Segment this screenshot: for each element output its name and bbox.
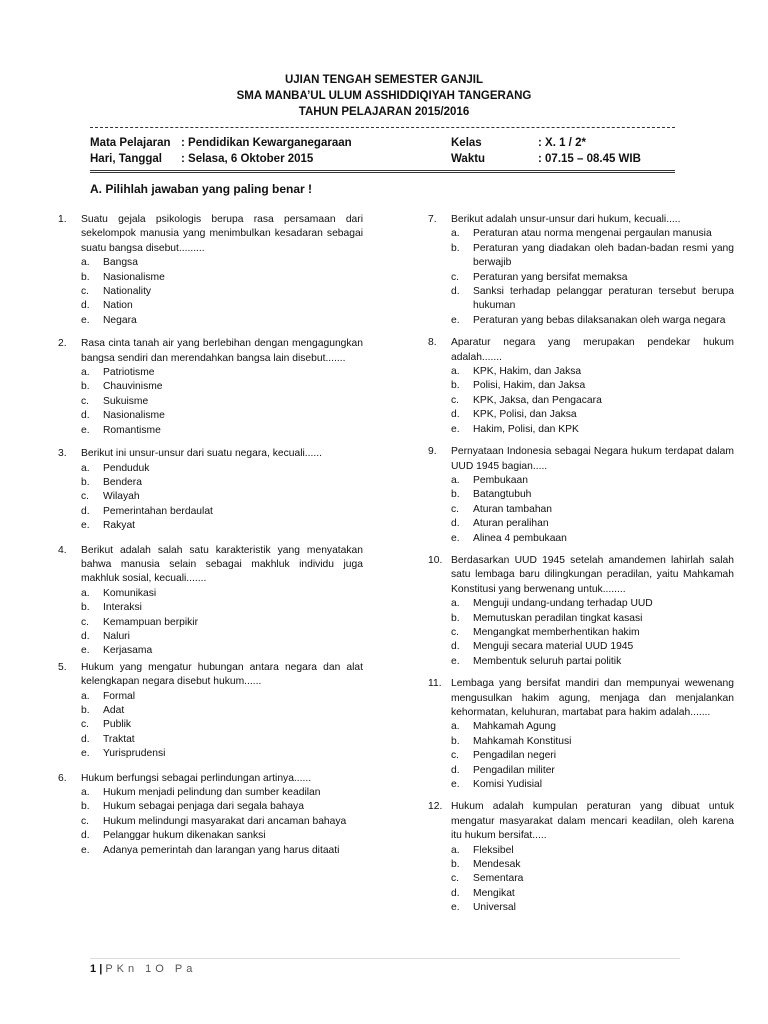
answer-option: [81, 786, 363, 800]
answer-option: [451, 735, 734, 749]
answer-option: [81, 704, 363, 718]
option-text: Peraturan yang bersifat memaksa: [473, 271, 628, 283]
option-letter: c.: [451, 873, 460, 885]
answer-option: [81, 424, 363, 438]
class-value: : X. 1 / 2*: [538, 137, 586, 149]
option-letter: b.: [451, 735, 460, 747]
option-text: Peraturan yang bebas dilaksanakan oleh warga negara: [473, 314, 726, 326]
document-code: PKn 1O Pa: [105, 963, 197, 975]
option-text: Nasionalisme: [103, 410, 165, 422]
answer-option: [81, 271, 363, 285]
option-text: Polisi, Hakim, dan Jaksa: [473, 380, 586, 392]
question-number: 10.: [428, 554, 443, 566]
question-number: 11.: [428, 678, 442, 690]
answer-option: [451, 423, 734, 437]
option-text: Traktat: [103, 733, 135, 745]
answer-option: [81, 815, 363, 829]
option-letter: d.: [451, 887, 460, 899]
option-letter: c.: [451, 626, 460, 638]
answer-option: [451, 394, 734, 408]
question-number: 6.: [58, 772, 67, 784]
option-letter: b.: [81, 381, 90, 393]
option-letter: b.: [81, 476, 90, 488]
header-divider: [90, 127, 675, 128]
question-number: 2.: [58, 338, 67, 350]
question-text: Lembaga yang bersifat mandiri dan mempunyai wewenang mengusulkan hakim agung, menjaga dan menjalankan kehormatan, keluhuran, martabat para hakim adalah.......: [451, 678, 734, 718]
question: [428, 213, 734, 328]
question: [428, 336, 734, 437]
question-number: 3.: [58, 448, 67, 460]
option-letter: e.: [451, 902, 460, 914]
answer-option: [81, 314, 363, 328]
option-letter: c.: [81, 719, 90, 731]
question-number: 9.: [428, 446, 437, 458]
option-letter: a.: [451, 844, 460, 856]
answer-option: [451, 488, 734, 502]
question-text: Suatu gejala psikologis berupa rasa persamaan dari sekelompok manusia yang menimbulkan kesadaran sebagai suatu bangsa disebut.........: [81, 214, 363, 254]
question-number: 7.: [428, 214, 437, 225]
option-text: Sementara: [473, 873, 524, 885]
date-value: : Selasa, 6 Oktober 2015: [181, 153, 314, 165]
answer-option: [451, 655, 734, 669]
answer-option: [81, 800, 363, 814]
option-letter: a.: [81, 367, 90, 379]
option-letter: b.: [451, 859, 460, 871]
option-letter: e.: [81, 424, 90, 436]
option-text: Pembukaan: [473, 474, 528, 486]
right-question-column: [428, 213, 734, 916]
option-text: Mendesak: [473, 859, 521, 871]
question-text: Berikut adalah unsur-unsur dari hukum, kecuali.....: [451, 214, 681, 225]
option-text: Mengikat: [473, 887, 515, 899]
option-letter: e.: [451, 532, 460, 544]
question-text: Berdasarkan UUD 1945 setelah amandemen lahirlah salah satu lembaga baru dilingkungan peradilan, yaitu Mahkamah Konstitusi yang berwenang untuk........: [451, 554, 734, 595]
option-text: Komisi Yudisial: [473, 779, 543, 791]
question: [58, 447, 363, 533]
option-letter: a.: [81, 462, 90, 474]
option-letter: b.: [451, 380, 460, 392]
answer-option: [81, 601, 363, 615]
answer-option: [451, 872, 734, 886]
academic-year: TAHUN PELAJARAN 2015/2016: [298, 106, 470, 118]
option-letter: c.: [81, 395, 90, 407]
option-text: Nation: [103, 300, 133, 312]
answer-option: [451, 271, 734, 285]
option-text: Sukuisme: [103, 395, 149, 407]
subject-label: Mata Pelajaran: [90, 137, 171, 149]
answer-option: [81, 733, 363, 747]
answer-option: [451, 764, 734, 778]
option-letter: c.: [81, 286, 90, 298]
answer-option: [451, 408, 734, 422]
option-letter: e.: [451, 655, 460, 667]
option-text: Membentuk seluruh partai politik: [473, 655, 622, 667]
option-text: Fleksibel: [473, 844, 514, 856]
class-label: Kelas: [451, 137, 482, 149]
option-text: Hukum melindungi masyarakat dari ancaman bahaya: [103, 815, 347, 827]
answer-option: [81, 587, 363, 601]
option-letter: a.: [451, 228, 460, 240]
option-letter: d.: [81, 830, 90, 842]
option-letter: a.: [81, 587, 90, 599]
option-letter: a.: [81, 257, 90, 269]
option-text: Sanksi terhadap pelanggar peraturan tersebut berupa hukuman: [473, 286, 734, 312]
question: [58, 661, 363, 762]
question: [428, 800, 734, 915]
answer-option: [451, 612, 734, 626]
answer-option: [81, 829, 363, 843]
option-text: Memutuskan peradilan tingkat kasasi: [473, 612, 643, 624]
option-letter: e.: [81, 844, 90, 856]
option-letter: a.: [451, 721, 460, 733]
option-letter: c.: [81, 616, 90, 628]
school-name: SMA MANBA’UL ULUM ASSHIDDIQIYAH TANGERANG: [236, 90, 532, 102]
answer-option: [451, 887, 734, 901]
question-text: Hukum yang mengatur hubungan antara negara dan alat kelengkapan negara disebut hukum......: [81, 661, 363, 688]
option-letter: d.: [451, 764, 460, 776]
option-letter: e.: [81, 314, 90, 326]
answer-option: [451, 379, 734, 393]
option-text: Pengadilan militer: [473, 764, 555, 776]
option-text: Pengadilan negeri: [473, 750, 557, 762]
option-text: Hukum menjadi pelindung dan sumber keadilan: [103, 787, 321, 799]
answer-option: [451, 517, 734, 531]
option-text: Kemampuan berpikir: [103, 616, 199, 628]
option-letter: b.: [81, 705, 90, 716]
answer-option: [81, 644, 363, 658]
option-letter: a.: [81, 690, 90, 702]
option-letter: a.: [451, 366, 460, 378]
answer-option: [451, 749, 734, 763]
answer-option: [451, 285, 734, 314]
answer-option: [81, 462, 363, 476]
time-value: : 07.15 – 08.45 WIB: [538, 153, 641, 165]
answer-option: [81, 476, 363, 490]
answer-option: [451, 242, 734, 271]
option-letter: c.: [81, 815, 90, 827]
option-letter: d.: [451, 409, 460, 421]
option-letter: d.: [451, 518, 460, 530]
question: [58, 337, 363, 438]
option-text: Hukum sebagai penjaga dari segala bahaya: [103, 801, 304, 813]
option-letter: d.: [451, 641, 460, 653]
option-text: Menguji secara material UUD 1945: [473, 641, 634, 653]
question: [58, 213, 363, 328]
option-text: Wilayah: [103, 491, 140, 503]
question: [58, 544, 363, 659]
option-letter: c.: [451, 271, 460, 283]
answer-option: [81, 285, 363, 299]
question: [428, 445, 734, 546]
answer-option: [451, 626, 734, 640]
answer-option: [451, 901, 734, 915]
option-text: Naluri: [103, 630, 130, 642]
option-letter: d.: [81, 505, 90, 517]
option-letter: e.: [81, 748, 90, 760]
answer-option: [451, 532, 734, 546]
time-label: Waktu: [451, 153, 486, 165]
option-letter: e.: [451, 779, 460, 791]
answer-option: [81, 256, 363, 270]
option-text: Romantisme: [103, 424, 161, 436]
option-text: Bendera: [103, 476, 142, 488]
option-text: Nationality: [103, 286, 152, 298]
option-letter: c.: [451, 394, 460, 406]
answer-option: [451, 227, 734, 241]
answer-option: [451, 474, 734, 488]
option-text: Kerjasama: [103, 645, 153, 657]
option-letter: b.: [81, 271, 90, 283]
date-label: Hari, Tanggal: [90, 153, 162, 165]
answer-option: [451, 503, 734, 517]
question-text: Hukum berfungsi sebagai perlindungan artinya......: [81, 772, 312, 784]
option-letter: a.: [81, 787, 90, 799]
answer-option: [451, 844, 734, 858]
question-text: Berikut adalah salah satu karakteristik yang menyatakan bahwa manusia selain sebagai makhluk individu juga makhluk sosial, kecuali.......: [81, 544, 363, 585]
option-letter: e.: [81, 520, 90, 532]
option-text: Mahkamah Konstitusi: [473, 735, 572, 747]
option-text: KPK, Hakim, dan Jaksa: [473, 366, 582, 378]
answer-option: [81, 366, 363, 380]
answer-option: [81, 616, 363, 630]
answer-option: [451, 778, 734, 792]
option-letter: e.: [451, 314, 460, 326]
answer-option: [451, 858, 734, 872]
option-text: Mengangkat memberhentikan hakim: [473, 626, 640, 638]
option-letter: a.: [451, 474, 460, 486]
answer-option: [81, 718, 363, 732]
answer-option: [451, 365, 734, 379]
answer-option: [81, 409, 363, 423]
question-number: 5.: [58, 661, 67, 673]
answer-option: [81, 630, 363, 644]
answer-option: [451, 720, 734, 734]
option-text: Formal: [103, 690, 136, 702]
option-text: Bangsa: [103, 257, 138, 269]
option-text: Patriotisme: [103, 367, 155, 379]
option-text: Universal: [473, 902, 516, 914]
answer-option: [81, 299, 363, 313]
answer-option: [81, 490, 363, 504]
option-letter: d.: [81, 733, 90, 745]
option-letter: d.: [81, 630, 90, 642]
question-number: 8.: [428, 337, 437, 349]
option-letter: b.: [81, 602, 90, 614]
answer-option: [81, 519, 363, 533]
exam-info: [90, 135, 680, 167]
answer-option: [81, 844, 363, 858]
option-text: Adanya pemerintah dan larangan yang harus ditaati: [103, 844, 340, 856]
question-number: 1.: [58, 214, 67, 225]
option-letter: e.: [451, 423, 460, 435]
left-question-column: [58, 213, 363, 858]
option-letter: b.: [451, 489, 460, 501]
page-footer: [90, 963, 196, 975]
option-letter: d.: [81, 300, 90, 312]
option-text: Rakyat: [103, 520, 136, 532]
question-text: Hukum adalah kumpulan peraturan yang dibuat untuk mengatur masyarakat dalam mencari keadilan, oleh karena itu hukum bersifat.....: [451, 801, 734, 842]
option-text: Nasionalisme: [103, 271, 165, 283]
option-text: Peraturan yang diadakan oleh badan-badan resmi yang berwajib: [473, 242, 734, 269]
option-text: Batangtubuh: [473, 489, 532, 501]
option-letter: c.: [81, 491, 90, 503]
exam-title: UJIAN TENGAH SEMESTER GANJIL: [284, 74, 484, 86]
option-letter: c.: [451, 750, 460, 762]
question: [58, 772, 363, 858]
option-text: Komunikasi: [103, 587, 157, 599]
option-text: Aturan tambahan: [473, 503, 552, 515]
answer-option: [81, 505, 363, 519]
question-text: Pernyataan Indonesia sebagai Negara hukum terdapat dalam UUD 1945 bagian.....: [451, 446, 734, 472]
question-text: Aparatur negara yang merupakan pendekar hukum adalah.......: [451, 337, 734, 363]
option-text: Peraturan atau norma mengenai pergaulan manusia: [473, 228, 712, 240]
option-letter: e.: [81, 645, 90, 657]
option-letter: d.: [451, 286, 460, 298]
option-letter: c.: [451, 503, 460, 515]
option-text: Menguji undang-undang terhadap UUD: [473, 598, 653, 610]
answer-option: [451, 597, 734, 611]
option-text: Chauvinisme: [103, 381, 163, 393]
question-text: Rasa cinta tanah air yang berlebihan dengan mengagungkan bangsa sendiri dan merendahkan bangsa lain disebut.......: [81, 338, 363, 364]
option-letter: d.: [81, 410, 90, 422]
option-text: Interaksi: [103, 602, 142, 614]
answer-option: [451, 640, 734, 654]
footer-separator: |: [99, 963, 103, 975]
answer-option: [81, 747, 363, 761]
option-letter: b.: [81, 801, 90, 813]
option-text: Yurisprudensi: [103, 748, 166, 760]
option-letter: b.: [451, 242, 460, 254]
option-text: Negara: [103, 314, 137, 326]
option-text: KPK, Jaksa, dan Pengacara: [473, 394, 602, 406]
subject-value: : Pendidikan Kewarganegaraan: [181, 137, 352, 149]
answer-option: [81, 395, 363, 409]
option-text: Pemerintahan berdaulat: [103, 505, 213, 517]
question: [428, 554, 734, 669]
question-text: Berikut ini unsur-unsur dari suatu negara, kecuali......: [81, 448, 322, 460]
option-text: KPK, Polisi, dan Jaksa: [473, 409, 577, 421]
info-divider: [90, 170, 675, 173]
option-text: Mahkamah Agung: [473, 721, 557, 733]
option-text: Alinea 4 pembukaan: [473, 532, 567, 544]
question: [428, 677, 734, 792]
question-number: 4.: [58, 544, 67, 556]
question-number: 12.: [428, 801, 443, 813]
option-text: Hakim, Polisi, dan KPK: [473, 423, 579, 435]
option-letter: a.: [451, 598, 460, 610]
option-text: Pelanggar hukum dikenakan sanksi: [103, 830, 266, 842]
answer-option: [81, 380, 363, 394]
option-letter: b.: [451, 612, 460, 624]
section-title: A. Pilihlah jawaban yang paling benar !: [90, 182, 313, 196]
answer-option: [451, 314, 734, 328]
option-text: Aturan peralihan: [473, 518, 549, 530]
option-text: Penduduk: [103, 462, 150, 474]
answer-option: [81, 690, 363, 704]
option-text: Adat: [103, 705, 125, 716]
option-text: Publik: [103, 719, 132, 731]
footer-divider: [90, 958, 680, 959]
page-number: 1: [90, 963, 97, 975]
